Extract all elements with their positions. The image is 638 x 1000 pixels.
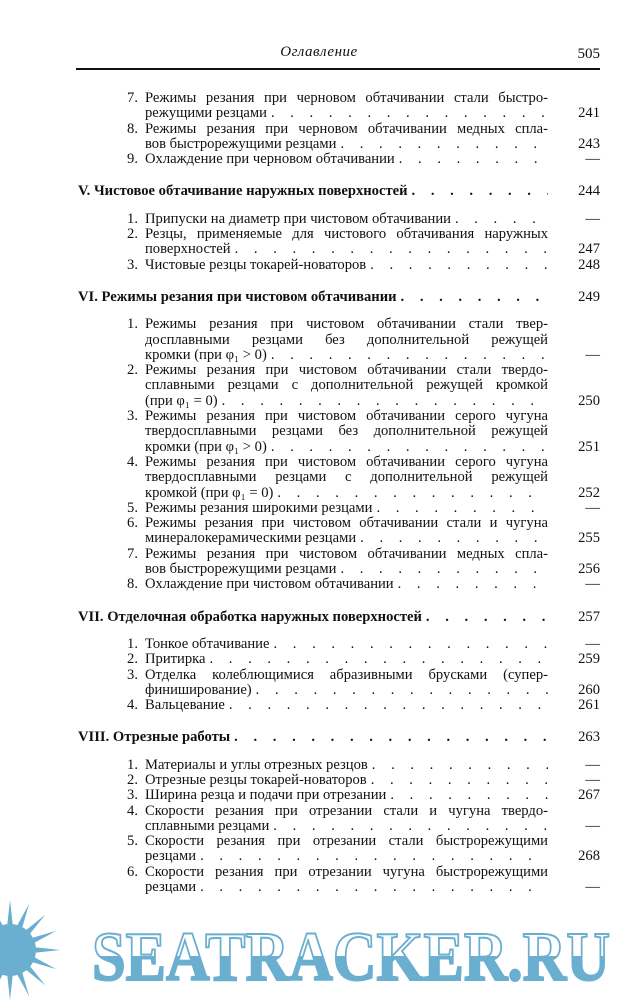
item-page: — <box>585 771 600 788</box>
item-text: сплавными резцами с дополнительной режущей кромкой <box>145 377 548 394</box>
item-page: — <box>585 756 600 773</box>
item-page: 251 <box>578 438 600 455</box>
item-page: — <box>585 576 600 593</box>
dot-leader <box>271 106 548 121</box>
item-page: 247 <box>578 241 600 258</box>
section-title: Отрезные работы <box>112 729 231 746</box>
item-number: 4. <box>127 453 138 470</box>
item-text: кромки (при φ₁ > 0) <box>145 438 267 455</box>
table-of-contents <box>0 91 638 895</box>
toc-item <box>0 91 638 122</box>
item-number: 2. <box>127 771 138 788</box>
dot-leader <box>273 637 548 652</box>
item-number: 5. <box>127 833 138 850</box>
item-text: твердосплавными резцами без дополнительной режущей <box>145 423 548 440</box>
item-number: 5. <box>127 499 138 516</box>
section-number: V. <box>78 183 91 200</box>
item-text: Режимы резания при чистовом обтачивании медных спла- <box>145 545 548 562</box>
item-text: кромкой (при φ₁ = 0) <box>145 484 274 501</box>
dot-leader <box>370 258 548 273</box>
item-page: — <box>585 879 600 896</box>
dot-leader <box>340 562 548 577</box>
item-text: Режимы резания широкими резцами <box>145 499 373 516</box>
toc-item <box>0 788 638 803</box>
item-number: 1. <box>127 210 138 227</box>
dot-leader <box>340 137 548 152</box>
item-text: Режимы резания при чистовом обтачивании серого чугуна <box>145 453 548 470</box>
dot-leader <box>209 652 548 667</box>
item-text: Скорости резания при отрезании стали и чугуна твердо- <box>145 802 548 819</box>
item-number: 8. <box>127 576 138 593</box>
section-number: VI. <box>78 288 98 305</box>
item-text: Скорости резания при отрезании стали быстрорежущими <box>145 833 548 850</box>
toc-item <box>0 455 638 501</box>
item-number: 8. <box>127 120 138 137</box>
item-number: 2. <box>127 651 138 668</box>
item-text: Тонкое обтачивание <box>145 635 270 652</box>
item-page: 259 <box>578 651 600 668</box>
item-page: — <box>585 210 600 227</box>
item-number: 3. <box>127 666 138 683</box>
dot-leader <box>360 531 548 546</box>
item-number: 9. <box>127 151 138 168</box>
item-text: поверхностей <box>145 241 231 258</box>
toc-item <box>0 668 638 699</box>
item-number: 7. <box>127 545 138 562</box>
dot-leader <box>256 683 548 698</box>
item-text: Материалы и углы отрезных резцов <box>145 756 368 773</box>
item-page: 248 <box>578 256 600 273</box>
item-text: минералокерамическими резцами <box>145 530 357 547</box>
toc-item <box>0 547 638 578</box>
section-title: Чистовое обтачивание наружных поверхностей <box>93 183 408 200</box>
toc-item <box>0 258 638 273</box>
sunburst-icon <box>0 900 60 1000</box>
toc-item <box>0 516 638 547</box>
item-text: Режимы резания при черновом обтачивании стали быстро- <box>145 90 548 106</box>
header-rule <box>76 68 600 70</box>
item-text: Припуски на диаметр при чистовом обтачивании <box>145 210 451 227</box>
item-page: 260 <box>578 681 600 698</box>
item-text: Резцы, применяемые для чистового обтачивания наружных <box>145 226 548 243</box>
running-header-title: Оглавление <box>280 44 358 60</box>
dot-leader <box>271 440 548 455</box>
item-text: Чистовые резцы токарей-новаторов <box>145 256 367 273</box>
item-number: 4. <box>127 802 138 819</box>
section-number: VIII. <box>78 729 110 746</box>
item-text: финиширование) <box>145 681 252 698</box>
item-page: — <box>585 817 600 834</box>
item-number: 3. <box>127 408 138 425</box>
item-text: Режимы резания при черновом обтачивании медных спла- <box>145 120 548 137</box>
item-text: сплавными резцами <box>145 817 270 834</box>
item-number: 4. <box>127 697 138 714</box>
toc-item <box>0 804 638 835</box>
item-page: — <box>585 499 600 516</box>
toc-item <box>0 652 638 667</box>
item-text: Режимы резания при чистовом обтачивании стали твердо- <box>145 362 548 379</box>
item-page: 250 <box>578 392 600 409</box>
item-text: вов быстрорежущими резцами <box>145 561 337 578</box>
item-text: Охлаждение при чистовом обтачивании <box>145 576 394 593</box>
toc-item <box>0 834 638 865</box>
section-page: 249 <box>578 288 600 305</box>
toc-item <box>0 501 638 516</box>
dot-leader <box>401 290 548 305</box>
item-text: Скорости резания при отрезании чугуна быстрорежущими <box>145 863 548 880</box>
item-text: Отделка колеблющимися абразивными брусками (супер- <box>145 666 548 683</box>
toc-item <box>0 773 638 788</box>
item-text: досплавными резцами без дополнительной режущей <box>145 331 548 348</box>
item-page: 252 <box>578 484 600 501</box>
item-number: 1. <box>127 635 138 652</box>
toc-section <box>0 184 638 199</box>
watermark-logo <box>0 900 638 1000</box>
item-page: — <box>585 346 600 363</box>
item-number: 6. <box>127 863 138 880</box>
toc-section <box>0 610 638 625</box>
toc-item <box>0 637 638 652</box>
dot-leader <box>200 880 548 895</box>
item-number: 3. <box>127 256 138 273</box>
item-page: 268 <box>578 848 600 865</box>
svg-text:SEATRACKER.RU: SEATRACKER.RU <box>92 919 610 996</box>
item-text: Охлаждение при черновом обтачивании <box>145 151 395 168</box>
dot-leader <box>398 577 548 592</box>
toc-item <box>0 409 638 455</box>
dot-leader <box>376 501 548 516</box>
section-number: VII. <box>78 608 104 625</box>
item-number: 7. <box>127 90 138 106</box>
item-page: 256 <box>578 561 600 578</box>
item-number: 2. <box>127 226 138 243</box>
toc-item <box>0 317 638 363</box>
dot-leader <box>235 242 548 257</box>
page-number: 505 <box>577 46 600 62</box>
dot-leader <box>222 394 548 409</box>
dot-leader <box>271 348 548 363</box>
item-text: твердосплавными резцами с дополнительной режущей <box>145 469 548 486</box>
section-page: 257 <box>578 608 600 625</box>
item-page: 255 <box>578 530 600 547</box>
dot-leader <box>455 212 548 227</box>
dot-leader <box>200 849 548 864</box>
item-page: 267 <box>578 787 600 804</box>
toc-item <box>0 758 638 773</box>
item-text: Ширина резца и подачи при отрезании <box>145 787 387 804</box>
section-title: Режимы резания при чистовом обтачивании <box>101 288 397 305</box>
item-text: (при φ₁ = 0) <box>145 392 218 409</box>
item-number: 2. <box>127 362 138 379</box>
section-page: 244 <box>578 183 600 200</box>
item-page: 243 <box>578 135 600 152</box>
toc-item <box>0 363 638 409</box>
toc-item <box>0 865 638 896</box>
toc-section <box>0 290 638 305</box>
item-number: 1. <box>127 756 138 773</box>
section-page: 263 <box>578 729 600 746</box>
item-text: резцами <box>145 848 197 865</box>
item-page: 261 <box>578 697 600 714</box>
item-text: кромки (при φ₁ > 0) <box>145 346 267 363</box>
item-text: Режимы резания при чистовом обтачивании серого чугуна <box>145 408 548 425</box>
toc-item <box>0 152 638 167</box>
section-title: Отделочная обработка наружных поверхностей <box>107 608 422 625</box>
item-number: 6. <box>127 515 138 532</box>
dot-leader <box>390 788 548 803</box>
item-text: Режимы резания при чистовом обтачивании стали твер- <box>145 316 548 333</box>
item-number: 1. <box>127 316 138 333</box>
item-text: режущими резцами <box>145 105 267 122</box>
item-text: Отрезные резцы токарей-новаторов <box>145 771 367 788</box>
toc-item <box>0 212 638 227</box>
dot-leader <box>399 152 548 167</box>
item-text: резцами <box>145 879 197 896</box>
item-text: Притирка <box>145 651 206 668</box>
item-text: Вальцевание <box>145 697 225 714</box>
dot-leader <box>229 698 548 713</box>
dot-leader <box>412 184 548 199</box>
item-page: — <box>585 635 600 652</box>
dot-leader <box>371 773 548 788</box>
dot-leader <box>277 486 548 501</box>
dot-leader <box>426 610 548 625</box>
toc-item <box>0 122 638 153</box>
item-text: Режимы резания при чистовом обтачивании стали и чугуна <box>145 515 548 532</box>
dot-leader <box>273 819 548 834</box>
toc-item <box>0 227 638 258</box>
toc-item <box>0 698 638 713</box>
dot-leader <box>234 730 548 745</box>
toc-section <box>0 730 638 745</box>
item-page: 241 <box>578 105 600 122</box>
item-number: 3. <box>127 787 138 804</box>
item-page: — <box>585 151 600 168</box>
dot-leader <box>372 758 548 773</box>
item-text: вов быстрорежущими резцами <box>145 135 337 152</box>
toc-item <box>0 577 638 592</box>
